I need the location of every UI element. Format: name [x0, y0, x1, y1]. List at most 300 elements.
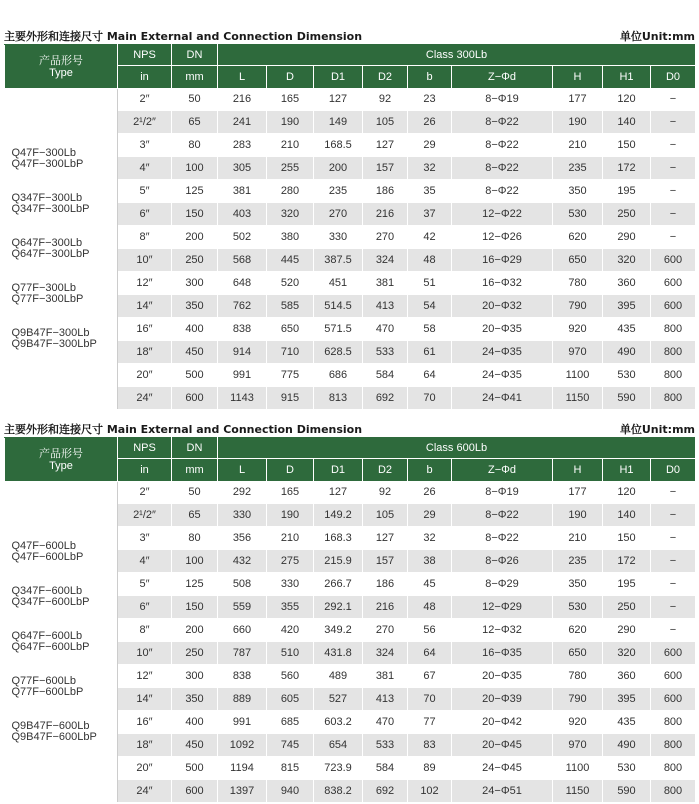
table-cell: 628.5: [314, 341, 363, 364]
table-cell: 16−Φ29: [452, 249, 553, 272]
header-h1: [603, 459, 651, 482]
table-cell: 210: [267, 527, 314, 550]
table-cell: 283: [218, 134, 267, 157]
table-cell: 165: [267, 88, 314, 111]
table-cell: 6″: [118, 596, 172, 619]
model-name: Q77F−300LbP: [11, 292, 84, 305]
table-row: [5, 88, 696, 111]
table-cell: 10″: [118, 249, 172, 272]
table-cell: 83: [408, 734, 452, 757]
table-cell: 235: [553, 550, 603, 573]
table-cell: 970: [553, 734, 603, 757]
table-cell: 568: [218, 249, 267, 272]
table-cell: 692: [363, 780, 408, 803]
header-d2-text: D2: [377, 464, 393, 476]
table-cell: 8−Φ19: [452, 88, 553, 111]
table-cell: 190: [267, 504, 314, 527]
header-d1-text: D1: [330, 464, 346, 476]
table-cell: 790: [553, 688, 603, 711]
model-name: Q647F−600Lb: [11, 629, 83, 642]
table-cell: 150: [172, 596, 218, 619]
table-cell: 250: [172, 642, 218, 665]
table-cell: −: [651, 481, 696, 504]
table-cell: −: [651, 203, 696, 226]
table-cell: 620: [553, 619, 603, 642]
table-cell: 320: [603, 249, 651, 272]
table-cell: 14″: [118, 295, 172, 318]
table-cell: 600: [172, 780, 218, 803]
header-mm: [172, 459, 218, 482]
table-cell: 100: [172, 550, 218, 573]
table-cell: 77: [408, 711, 452, 734]
section-title: 主要外形和连接尺寸 Main External and Connection Dimension: [4, 423, 363, 436]
table-cell: 210: [553, 527, 603, 550]
header-h-text: H: [573, 464, 582, 476]
table-cell: 20″: [118, 757, 172, 780]
header-zphid-text: Z−Φd: [487, 464, 517, 476]
table-cell: 380: [267, 226, 314, 249]
table-cell: 14″: [118, 688, 172, 711]
table-cell: 650: [553, 642, 603, 665]
table-cell: 1100: [553, 364, 603, 387]
header-type: [5, 438, 118, 482]
table-cell: 490: [603, 341, 651, 364]
header-d0-text: D0: [665, 464, 681, 476]
table-cell: 125: [172, 180, 218, 203]
table-cell: 12−Φ29: [452, 596, 553, 619]
table-cell: 350: [172, 688, 218, 711]
table-cell: 8−Φ26: [452, 550, 553, 573]
table-cell: 186: [363, 573, 408, 596]
table-cell: 120: [603, 481, 651, 504]
table-cell: 3″: [118, 527, 172, 550]
table-cell: 355: [267, 596, 314, 619]
table-cell: 26: [408, 481, 452, 504]
model-name: Q647F−600LbP: [11, 640, 90, 653]
table-cell: 8−Φ22: [452, 111, 553, 134]
table-cell: 8−Φ22: [452, 527, 553, 550]
table-cell: 8−Φ22: [452, 134, 553, 157]
table-cell: 775: [267, 364, 314, 387]
table-cell: 603.2: [314, 711, 363, 734]
table-cell: −: [651, 550, 696, 573]
table-cell: 838: [218, 318, 267, 341]
table-cell: 500: [172, 757, 218, 780]
table-cell: 54: [408, 295, 452, 318]
header-class-text: Class 300Lb: [425, 49, 488, 61]
section-title-bar: [4, 419, 695, 437]
table-cell: 92: [363, 481, 408, 504]
table-cell: 35: [408, 180, 452, 203]
header-dn: [172, 45, 218, 66]
header-h-text: H: [573, 71, 582, 83]
table-cell: 42: [408, 226, 452, 249]
table-cell: 24−Φ35: [452, 364, 553, 387]
table-cell: 12−Φ32: [452, 619, 553, 642]
table-cell: 92: [363, 88, 408, 111]
table-cell: 157: [363, 157, 408, 180]
table-cell: 24−Φ41: [452, 387, 553, 410]
table-row: [5, 481, 696, 504]
table-cell: 280: [267, 180, 314, 203]
table-cell: 37: [408, 203, 452, 226]
header-h1-text: H1: [619, 464, 634, 476]
table-cell: 16″: [118, 711, 172, 734]
table-cell: 530: [553, 596, 603, 619]
table-cell: 20−Φ35: [452, 318, 553, 341]
table-cell: 8−Φ19: [452, 481, 553, 504]
model-name: Q347F−300Lb: [11, 191, 83, 204]
table-cell: 991: [218, 711, 267, 734]
table-cell: 600: [651, 642, 696, 665]
table-cell: 292.1: [314, 596, 363, 619]
table-cell: 914: [218, 341, 267, 364]
table-cell: 1150: [553, 780, 603, 803]
table-cell: 80: [172, 527, 218, 550]
table-cell: 450: [172, 341, 218, 364]
table-cell: 24−Φ35: [452, 341, 553, 364]
table-cell: 150: [172, 203, 218, 226]
table-cell: 420: [267, 619, 314, 642]
header-d0: [651, 459, 696, 482]
model-name: Q9B47F−600Lb: [11, 719, 90, 732]
model-name: Q47F−300Lb: [11, 146, 77, 159]
table-cell: −: [651, 619, 696, 642]
header-l: [218, 459, 267, 482]
header-d0-text: D0: [665, 71, 681, 83]
table-cell: −: [651, 573, 696, 596]
header-b-text: b: [426, 464, 433, 476]
table-cell: 150: [603, 134, 651, 157]
model-name: Q77F−600LbP: [11, 685, 84, 698]
table-cell: 381: [363, 272, 408, 295]
table-cell: 12″: [118, 272, 172, 295]
table-cell: 195: [603, 573, 651, 596]
table-cell: 600: [651, 688, 696, 711]
table-cell: 29: [408, 504, 452, 527]
header-nps-text: NPS: [133, 442, 156, 454]
model-group: [12, 328, 118, 350]
table-cell: 127: [363, 527, 408, 550]
table-cell: 18″: [118, 734, 172, 757]
table-cell: 105: [363, 504, 408, 527]
table-cell: 172: [603, 157, 651, 180]
model-group: [12, 283, 118, 305]
table-cell: 200: [172, 619, 218, 642]
table-cell: 177: [553, 481, 603, 504]
table-cell: 8−Φ22: [452, 504, 553, 527]
header-type-text: 产品形号 Type: [39, 448, 83, 473]
table-cell: 38: [408, 550, 452, 573]
model-name: Q647F−300LbP: [11, 247, 90, 260]
table-cell: 660: [218, 619, 267, 642]
table-cell: 780: [553, 665, 603, 688]
table-cell: 350: [553, 573, 603, 596]
table-cell: 8−Φ22: [452, 157, 553, 180]
table-cell: 65: [172, 504, 218, 527]
table-cell: 266.7: [314, 573, 363, 596]
table-cell: 350: [172, 295, 218, 318]
header-l-text: L: [238, 71, 246, 83]
table-cell: 800: [651, 364, 696, 387]
table-cell: 6″: [118, 203, 172, 226]
model-group: [12, 586, 118, 608]
model-list: [5, 88, 118, 410]
model-name: Q9B47F−300LbP: [11, 337, 97, 350]
header-b-text: b: [426, 71, 433, 83]
table-cell: 172: [603, 550, 651, 573]
table-cell: 813: [314, 387, 363, 410]
table-cell: 530: [603, 364, 651, 387]
table-cell: 584: [363, 757, 408, 780]
table-cell: 620: [553, 226, 603, 249]
header-dn-text: DN: [186, 49, 203, 61]
table-cell: 241: [218, 111, 267, 134]
table-cell: 787: [218, 642, 267, 665]
table-cell: 140: [603, 111, 651, 134]
table-cell: 520: [267, 272, 314, 295]
table-cell: 571.5: [314, 318, 363, 341]
table-cell: 2¹/2″: [118, 111, 172, 134]
table-cell: 533: [363, 341, 408, 364]
table-cell: 745: [267, 734, 314, 757]
header-in-text: in: [140, 464, 149, 476]
table-cell: 470: [363, 318, 408, 341]
table-cell: 235: [553, 157, 603, 180]
table-cell: 654: [314, 734, 363, 757]
table-cell: 991: [218, 364, 267, 387]
header-zphid: [452, 459, 553, 482]
header-l: [218, 66, 267, 89]
table-cell: 330: [218, 504, 267, 527]
table-cell: 210: [267, 134, 314, 157]
table-cell: 2¹/2″: [118, 504, 172, 527]
table-cell: 127: [314, 88, 363, 111]
header-l-text: L: [238, 464, 246, 476]
table-cell: 250: [172, 249, 218, 272]
table-cell: 157: [363, 550, 408, 573]
table-cell: 16″: [118, 318, 172, 341]
table-cell: 16−Φ32: [452, 272, 553, 295]
table-cell: 490: [603, 734, 651, 757]
table-cell: 350: [553, 180, 603, 203]
table-cell: 64: [408, 642, 452, 665]
table-cell: 710: [267, 341, 314, 364]
header-h: [553, 66, 603, 89]
header-d2: [363, 66, 408, 89]
table-cell: 723.9: [314, 757, 363, 780]
table-cell: 489: [314, 665, 363, 688]
table-cell: −: [651, 226, 696, 249]
table-cell: 838: [218, 665, 267, 688]
table-cell: 685: [267, 711, 314, 734]
table-cell: 360: [603, 665, 651, 688]
header-d: [267, 66, 314, 89]
model-group: [12, 676, 118, 698]
model-group: [12, 721, 118, 743]
table-cell: 190: [553, 504, 603, 527]
table-cell: 8−Φ22: [452, 180, 553, 203]
table-cell: 4″: [118, 157, 172, 180]
table-cell: 149.2: [314, 504, 363, 527]
table-cell: 381: [363, 665, 408, 688]
header-in: [118, 66, 172, 89]
table-cell: 290: [603, 619, 651, 642]
dimension-table: [4, 437, 696, 803]
table-cell: 100: [172, 157, 218, 180]
dimension-table: [4, 44, 696, 410]
table-cell: 300: [172, 272, 218, 295]
table-cell: 120: [603, 88, 651, 111]
table-cell: 605: [267, 688, 314, 711]
table-cell: 800: [651, 780, 696, 803]
model-group: [12, 238, 118, 260]
table-cell: 24−Φ45: [452, 757, 553, 780]
table-cell: 400: [172, 318, 218, 341]
table-cell: 51: [408, 272, 452, 295]
table-cell: 305: [218, 157, 267, 180]
table-cell: 200: [172, 226, 218, 249]
table-cell: 2″: [118, 88, 172, 111]
table-cell: 48: [408, 249, 452, 272]
table-cell: 800: [651, 711, 696, 734]
table-cell: 395: [603, 295, 651, 318]
table-cell: 150: [603, 527, 651, 550]
table-cell: 413: [363, 688, 408, 711]
table-cell: 395: [603, 688, 651, 711]
model-group: [12, 148, 118, 170]
table-cell: 508: [218, 573, 267, 596]
header-d0: [651, 66, 696, 89]
table-cell: 590: [603, 387, 651, 410]
table-cell: 24−Φ51: [452, 780, 553, 803]
table-cell: 940: [267, 780, 314, 803]
table-cell: 48: [408, 596, 452, 619]
header-b: [408, 459, 452, 482]
table-cell: 56: [408, 619, 452, 642]
table-cell: 533: [363, 734, 408, 757]
table-cell: 300: [172, 665, 218, 688]
table-cell: 80: [172, 134, 218, 157]
table-cell: 800: [651, 387, 696, 410]
table-cell: 445: [267, 249, 314, 272]
table-cell: 403: [218, 203, 267, 226]
table-cell: 18″: [118, 341, 172, 364]
table-cell: 790: [553, 295, 603, 318]
table-cell: 360: [603, 272, 651, 295]
table-cell: 435: [603, 711, 651, 734]
model-group: [12, 631, 118, 653]
table-cell: 190: [553, 111, 603, 134]
table-cell: 270: [363, 619, 408, 642]
table-cell: 650: [553, 249, 603, 272]
table-cell: −: [651, 527, 696, 550]
table-cell: 5″: [118, 573, 172, 596]
table-cell: 590: [603, 780, 651, 803]
table-cell: 29: [408, 134, 452, 157]
table-cell: 195: [603, 180, 651, 203]
table-cell: 290: [603, 226, 651, 249]
table-cell: 67: [408, 665, 452, 688]
table-cell: 320: [603, 642, 651, 665]
header-d2: [363, 459, 408, 482]
header-d: [267, 459, 314, 482]
table-cell: 70: [408, 688, 452, 711]
model-name: Q47F−300LbP: [11, 157, 84, 170]
table-cell: 600: [172, 387, 218, 410]
table-cell: 330: [314, 226, 363, 249]
table-cell: 26: [408, 111, 452, 134]
table-cell: 692: [363, 387, 408, 410]
section-title: 主要外形和连接尺寸 Main External and Connection Dimension: [4, 30, 363, 43]
header-class: [218, 438, 696, 459]
table-cell: 560: [267, 665, 314, 688]
table-cell: 1194: [218, 757, 267, 780]
table-cell: 527: [314, 688, 363, 711]
table-cell: 255: [267, 157, 314, 180]
table-cell: 8″: [118, 619, 172, 642]
table-cell: 324: [363, 642, 408, 665]
table-cell: 12″: [118, 665, 172, 688]
table-cell: 762: [218, 295, 267, 318]
table-cell: 800: [651, 318, 696, 341]
table-cell: 210: [553, 134, 603, 157]
table-cell: 600: [651, 249, 696, 272]
table-cell: 435: [603, 318, 651, 341]
model-name: Q9B47F−600LbP: [11, 730, 97, 743]
unit-label: 单位Unit:mm: [619, 423, 695, 436]
header-nps: [118, 45, 172, 66]
table-cell: 1092: [218, 734, 267, 757]
table-cell: 413: [363, 295, 408, 318]
table-cell: 920: [553, 711, 603, 734]
header-d1-text: D1: [330, 71, 346, 83]
table-cell: 470: [363, 711, 408, 734]
model-name: Q647F−300Lb: [11, 236, 83, 249]
table-cell: 20−Φ45: [452, 734, 553, 757]
table-cell: 815: [267, 757, 314, 780]
table-cell: 270: [363, 226, 408, 249]
table-cell: 324: [363, 249, 408, 272]
table-cell: 200: [314, 157, 363, 180]
table-cell: 330: [267, 573, 314, 596]
table-cell: 500: [172, 364, 218, 387]
table-cell: 686: [314, 364, 363, 387]
table-cell: 648: [218, 272, 267, 295]
table-cell: 50: [172, 88, 218, 111]
header-h: [553, 459, 603, 482]
table-cell: 24″: [118, 387, 172, 410]
table-cell: 559: [218, 596, 267, 619]
table-cell: 215.9: [314, 550, 363, 573]
table-cell: 1397: [218, 780, 267, 803]
table-cell: 1150: [553, 387, 603, 410]
header-h1: [603, 66, 651, 89]
header-zphid: [452, 66, 553, 89]
table-cell: 12−Φ26: [452, 226, 553, 249]
table-cell: 250: [603, 596, 651, 619]
header-h1-text: H1: [619, 71, 634, 83]
model-name: Q77F−600Lb: [11, 674, 77, 687]
table-cell: 584: [363, 364, 408, 387]
header-d2-text: D2: [377, 71, 393, 83]
table-cell: 16−Φ35: [452, 642, 553, 665]
header-d-text: D: [286, 71, 294, 83]
table-cell: 216: [218, 88, 267, 111]
table-cell: 3″: [118, 134, 172, 157]
table-cell: 45: [408, 573, 452, 596]
table-cell: 190: [267, 111, 314, 134]
